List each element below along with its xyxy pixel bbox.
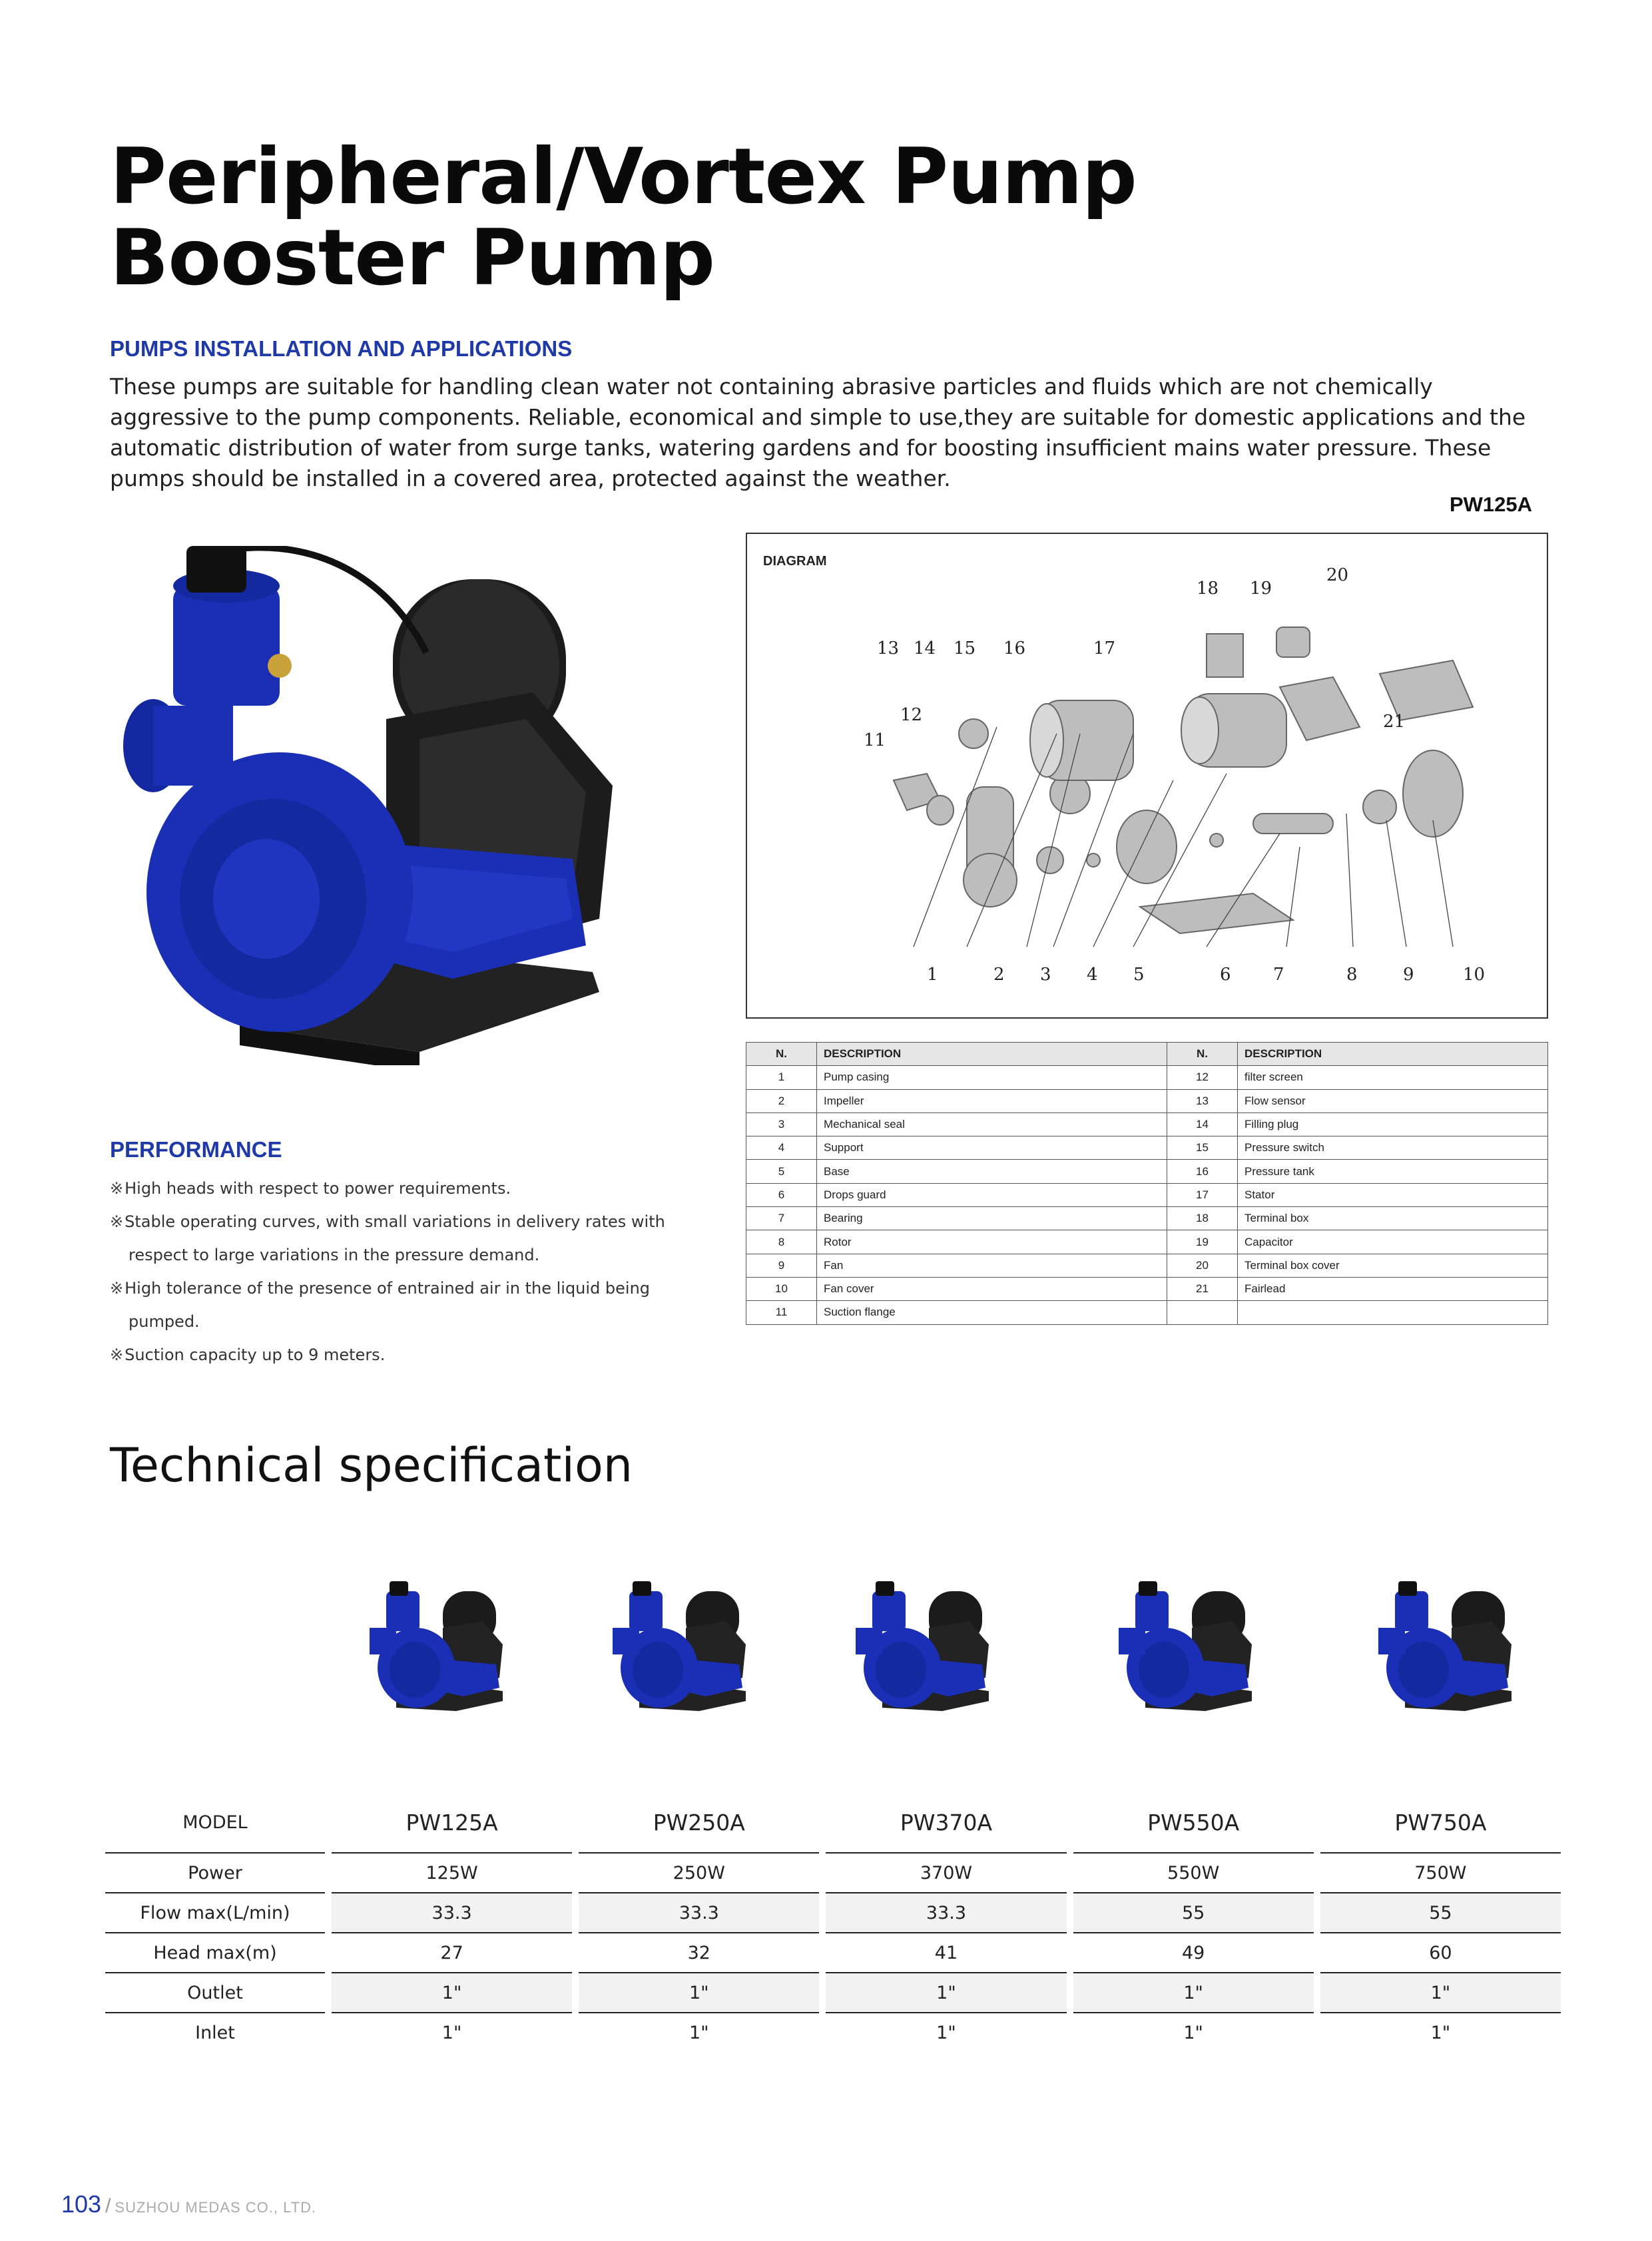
column-gap <box>819 2012 826 2052</box>
diagram-callout-10: 10 <box>1463 965 1486 985</box>
part-description: Terminal box <box>1238 1207 1548 1230</box>
table-row <box>105 2012 1561 2052</box>
spec-value: 1" <box>579 2012 819 2052</box>
spec-value: 1" <box>332 2012 572 2052</box>
spec-value: 1" <box>1320 2012 1561 2052</box>
footer <box>61 2190 316 2218</box>
spec-value: 1" <box>1073 2012 1314 2052</box>
table-row <box>746 1136 1548 1160</box>
part-number: 3 <box>746 1113 817 1136</box>
column-gap <box>1067 1972 1073 2012</box>
model-name: PW370A <box>900 1809 993 1836</box>
part-description: Base <box>817 1160 1167 1183</box>
table-row <box>746 1113 1548 1136</box>
list-item: ※ Suction capacity up to 9 meters. <box>110 1338 676 1371</box>
column-gap <box>572 1892 579 1932</box>
spec-value: 55 <box>1073 1892 1314 1932</box>
parts-header-desc: DESCRIPTION <box>817 1043 1167 1066</box>
spec-value: 55 <box>1320 1892 1561 1932</box>
diagram-callout-19: 19 <box>1250 579 1272 599</box>
spec-value: 33.3 <box>579 1892 819 1932</box>
model-pump-image <box>1378 1578 1518 1718</box>
performance-heading: PERFORMANCE <box>110 1137 282 1162</box>
diagram-callout-14: 14 <box>914 638 936 658</box>
column-gap <box>325 1892 332 1932</box>
part-number: 13 <box>1167 1089 1238 1113</box>
part-description: Pump casing <box>817 1066 1167 1089</box>
diagram-drawing <box>747 534 1549 1020</box>
diagram-callout-16: 16 <box>1003 638 1026 658</box>
column-gap <box>325 1972 332 2012</box>
part-number: 4 <box>746 1136 817 1160</box>
part-number: 18 <box>1167 1207 1238 1230</box>
diagram-callout-18: 18 <box>1197 579 1219 599</box>
part-number: 16 <box>1167 1160 1238 1183</box>
diagram-callout-1: 1 <box>927 965 938 985</box>
part-number: 5 <box>746 1160 817 1183</box>
spec-value: 1" <box>826 2012 1066 2052</box>
part-number: 11 <box>746 1301 817 1324</box>
installation-heading: PUMPS INSTALLATION AND APPLICATIONS <box>110 336 573 361</box>
part-number: 19 <box>1167 1230 1238 1254</box>
part-description: Stator <box>1238 1183 1548 1206</box>
parts-header-row <box>746 1043 1548 1066</box>
table-row <box>746 1183 1548 1206</box>
spec-row-label: Flow max(L/min) <box>105 1892 325 1932</box>
spec-value: 41 <box>826 1932 1066 1972</box>
diagram-callout-8: 8 <box>1346 965 1358 985</box>
column-gap <box>819 1972 826 2012</box>
table-row <box>746 1207 1548 1230</box>
column-gap <box>1314 1792 1320 1852</box>
performance-list <box>110 1172 676 1371</box>
diagram-callout-17: 17 <box>1093 638 1116 658</box>
part-number: 12 <box>1167 1066 1238 1089</box>
table-row <box>746 1230 1548 1254</box>
part-number <box>1167 1301 1238 1324</box>
parts-header-desc: DESCRIPTION <box>1238 1043 1548 1066</box>
part-description: Capacitor <box>1238 1230 1548 1254</box>
column-gap <box>572 1932 579 1972</box>
exploded-diagram <box>746 533 1548 1019</box>
spec-table <box>105 1792 1561 2052</box>
diagram-callout-11: 11 <box>864 730 886 750</box>
part-number: 21 <box>1167 1277 1238 1300</box>
pump-image <box>107 546 626 1065</box>
spec-row-label: Head max(m) <box>105 1932 325 1972</box>
part-description: filter screen <box>1238 1066 1548 1089</box>
part-description: Fan cover <box>817 1277 1167 1300</box>
part-description: Terminal box cover <box>1238 1254 1548 1277</box>
diagram-callout-3: 3 <box>1040 965 1051 985</box>
part-description: Pressure tank <box>1238 1160 1548 1183</box>
spec-value: 33.3 <box>826 1892 1066 1932</box>
model-pump-image <box>856 1578 995 1718</box>
column-gap <box>1314 1852 1320 1892</box>
column-gap <box>819 1852 826 1892</box>
table-row <box>746 1089 1548 1113</box>
model-pump-image <box>1119 1578 1258 1718</box>
column-gap <box>819 1892 826 1932</box>
model-name: PW125A <box>406 1809 498 1836</box>
part-number: 15 <box>1167 1136 1238 1160</box>
part-number: 2 <box>746 1089 817 1113</box>
column-gap <box>325 1852 332 1892</box>
spec-value: 370W <box>826 1852 1066 1892</box>
part-number: 10 <box>746 1277 817 1300</box>
spec-value: 250W <box>579 1852 819 1892</box>
model-pump-image <box>613 1578 752 1718</box>
list-item: ※ Stable operating curves, with small variations in delivery rates with respect to large variations in the pressure demand. <box>110 1205 676 1272</box>
part-description: Pressure switch <box>1238 1136 1548 1160</box>
table-row <box>746 1066 1548 1089</box>
diagram-callout-4: 4 <box>1087 965 1098 985</box>
spec-value: 33.3 <box>332 1892 572 1932</box>
diagram-model-tag: PW125A <box>1449 493 1532 516</box>
list-item: ※ High heads with respect to power requirements. <box>110 1172 676 1205</box>
table-row <box>746 1254 1548 1277</box>
part-description <box>1238 1301 1548 1324</box>
column-gap <box>1067 1792 1073 1852</box>
diagram-callout-7: 7 <box>1273 965 1284 985</box>
column-gap <box>572 1852 579 1892</box>
column-gap <box>325 2012 332 2052</box>
footer-separator: / <box>105 2195 111 2217</box>
part-number: 8 <box>746 1230 817 1254</box>
spec-value: 125W <box>332 1852 572 1892</box>
table-row <box>746 1277 1548 1300</box>
spec-header-row <box>105 1792 1561 1852</box>
part-description: Drops guard <box>817 1183 1167 1206</box>
parts-table <box>746 1042 1548 1325</box>
part-number: 17 <box>1167 1183 1238 1206</box>
parts-header-n: N. <box>746 1043 817 1066</box>
model-label: MODEL <box>182 1812 248 1833</box>
column-gap <box>819 1932 826 1972</box>
column-gap <box>1067 2012 1073 2052</box>
diagram-callout-21: 21 <box>1383 712 1406 732</box>
spec-value: 750W <box>1320 1852 1561 1892</box>
table-row <box>746 1160 1548 1183</box>
part-description: Bearing <box>817 1207 1167 1230</box>
spec-value: 49 <box>1073 1932 1314 1972</box>
title-line-1: Peripheral/Vortex Pump <box>110 132 1137 222</box>
column-gap <box>1067 1892 1073 1932</box>
spec-row-label: Inlet <box>105 2012 325 2052</box>
company-name: SUZHOU MEDAS CO., LTD. <box>115 2199 317 2216</box>
model-name: PW250A <box>653 1809 745 1836</box>
part-description: Suction flange <box>817 1301 1167 1324</box>
column-gap <box>1067 1932 1073 1972</box>
column-gap <box>1314 1892 1320 1932</box>
diagram-callout-6: 6 <box>1220 965 1231 985</box>
model-name: PW750A <box>1394 1809 1487 1836</box>
spec-value: 550W <box>1073 1852 1314 1892</box>
page-number: 103 <box>61 2190 102 2218</box>
table-row <box>105 1892 1561 1932</box>
part-description: Mechanical seal <box>817 1113 1167 1136</box>
diagram-callout-12: 12 <box>900 705 923 725</box>
column-gap <box>325 1932 332 1972</box>
table-row <box>105 1972 1561 2012</box>
diagram-callout-5: 5 <box>1133 965 1145 985</box>
diagram-callout-2: 2 <box>993 965 1005 985</box>
part-description: Fairlead <box>1238 1277 1548 1300</box>
page-title <box>110 132 1575 303</box>
part-description: Filling plug <box>1238 1113 1548 1136</box>
column-gap <box>572 1792 579 1852</box>
part-number: 9 <box>746 1254 817 1277</box>
parts-header-n: N. <box>1167 1043 1238 1066</box>
part-description: Flow sensor <box>1238 1089 1548 1113</box>
title-line-2: Booster Pump <box>110 213 715 303</box>
column-gap <box>572 2012 579 2052</box>
part-description: Rotor <box>817 1230 1167 1254</box>
diagram-callout-9: 9 <box>1403 965 1414 985</box>
column-gap <box>325 1792 332 1852</box>
column-gap <box>1314 1932 1320 1972</box>
part-description: Support <box>817 1136 1167 1160</box>
part-number: 14 <box>1167 1113 1238 1136</box>
part-description: Fan <box>817 1254 1167 1277</box>
table-row <box>746 1301 1548 1324</box>
column-gap <box>572 1972 579 2012</box>
part-number: 6 <box>746 1183 817 1206</box>
diagram-callout-20: 20 <box>1326 565 1349 585</box>
part-description: Impeller <box>817 1089 1167 1113</box>
part-number: 20 <box>1167 1254 1238 1277</box>
spec-value: 1" <box>826 1972 1066 2012</box>
tech-spec-heading: Technical specification <box>110 1438 633 1493</box>
spec-value: 32 <box>579 1932 819 1972</box>
spec-value: 27 <box>332 1932 572 1972</box>
column-gap <box>1314 2012 1320 2052</box>
table-row <box>105 1852 1561 1892</box>
model-name: PW550A <box>1147 1809 1240 1836</box>
spec-row-label: Outlet <box>105 1972 325 2012</box>
table-row <box>105 1932 1561 1972</box>
spec-value: 1" <box>332 1972 572 2012</box>
part-number: 7 <box>746 1207 817 1230</box>
spec-value: 1" <box>579 1972 819 2012</box>
column-gap <box>819 1792 826 1852</box>
list-item: ※ High tolerance of the presence of entrained air in the liquid being pumped. <box>110 1272 676 1338</box>
spec-row-label: Power <box>105 1852 325 1892</box>
column-gap <box>1314 1972 1320 2012</box>
diagram-label: DIAGRAM <box>763 554 827 569</box>
column-gap <box>1067 1852 1073 1892</box>
diagram-callout-13: 13 <box>877 638 900 658</box>
spec-value: 1" <box>1073 1972 1314 2012</box>
part-number: 1 <box>746 1066 817 1089</box>
installation-text: These pumps are suitable for handling clean water not containing abrasive particles and fluids which are not chemically aggressive to the pump components. Reliable, economical and simple to use,they are suitable for domestic applications and the automatic distribution of water from surge tanks, watering gardens and for boosting insufficient mains water pressure. These pumps should be installed in a covered area, protected against the weather. <box>110 374 1526 491</box>
model-pump-image <box>370 1578 509 1718</box>
diagram-callout-15: 15 <box>954 638 976 658</box>
spec-value: 1" <box>1320 1972 1561 2012</box>
spec-value: 60 <box>1320 1932 1561 1972</box>
